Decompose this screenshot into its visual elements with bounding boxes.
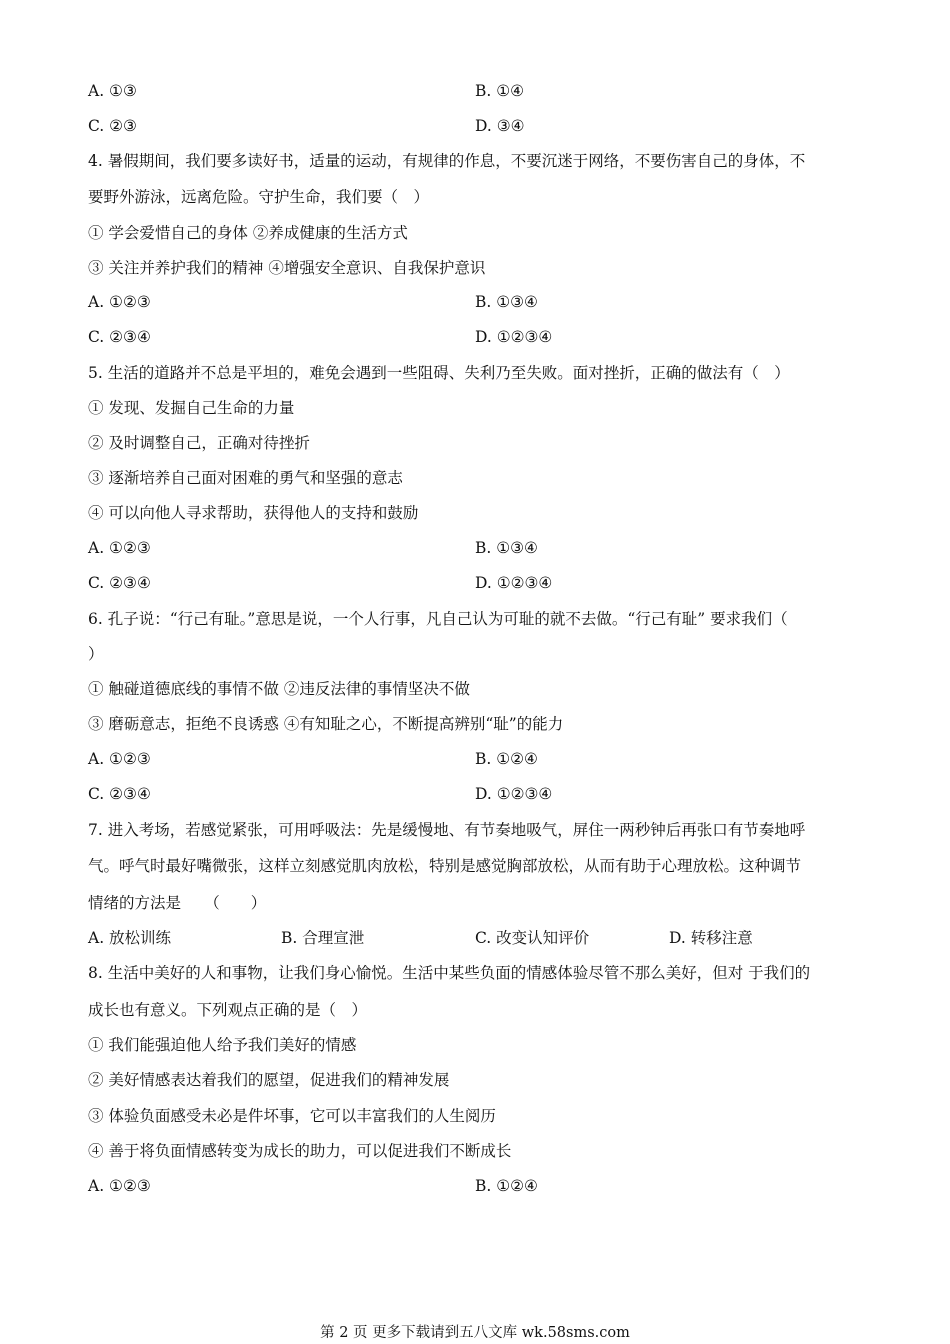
option-a: A. ①③ — [88, 82, 137, 100]
question-8-statement: ① 我们能强迫他人给予我们美好的情感 — [88, 1036, 357, 1054]
question-6-option-b: B. ①②④ — [475, 750, 538, 768]
option-d: D. ③④ — [475, 117, 525, 135]
question-8-option-a: A. ①②③ — [88, 1177, 151, 1195]
question-4-option-b: B. ①③④ — [475, 293, 538, 311]
question-7-option-d: D. 转移注意 — [669, 929, 753, 947]
question-5-statement: ① 发现、发掘自己生命的力量 — [88, 399, 295, 417]
question-7-option-c: C. 改变认知评价 — [475, 929, 590, 947]
question-5-option-b: B. ①③④ — [475, 539, 538, 557]
question-8-statement: ③ 体验负面感受未必是件坏事，它可以丰富我们的人生阅历 — [88, 1107, 496, 1125]
question-5-statement: ② 及时调整自己，正确对待挫折 — [88, 434, 310, 452]
question-4-stem-line: 要野外游泳，远离危险。守护生命，我们要（ ） — [88, 188, 430, 206]
option-c: C. ②③ — [88, 117, 137, 135]
question-4-statement: ③ 关注并养护我们的精神 ④增强安全意识、自我保护意识 — [88, 259, 486, 277]
question-7-option-a: A. 放松训练 — [88, 929, 172, 947]
question-5-option-a: A. ①②③ — [88, 539, 151, 557]
question-8-statement: ④ 善于将负面情感转变为成长的助力，可以促进我们不断成长 — [88, 1142, 512, 1160]
question-8-stem-line: 8. 生活中美好的人和事物，让我们身心愉悦。生活中某些负面的情感体验尽管不那么美好，但对 于我们的 — [88, 964, 811, 982]
question-4-option-c: C. ②③④ — [88, 328, 151, 346]
question-6-option-a: A. ①②③ — [88, 750, 151, 768]
question-6-statement: ① 触碰道德底线的事情不做 ②违反法律的事情坚决不做 — [88, 680, 470, 698]
question-6-option-c: C. ②③④ — [88, 785, 151, 803]
question-5-statement: ③ 逐渐培养自己面对困难的勇气和坚强的意志 — [88, 469, 403, 487]
question-5-statement: ④ 可以向他人寻求帮助，获得他人的支持和鼓励 — [88, 504, 419, 522]
question-4-option-d: D. ①②③④ — [475, 328, 553, 346]
question-8-option-b: B. ①②④ — [475, 1177, 538, 1195]
question-7-stem-line: 情绪的方法是 （ ） — [88, 894, 267, 912]
question-8-statement: ② 美好情感表达着我们的愿望，促进我们的精神发展 — [88, 1071, 450, 1089]
question-4-option-a: A. ①②③ — [88, 293, 151, 311]
option-b: B. ①④ — [475, 82, 525, 100]
question-6-stem-line: 6. 孔子说：“行己有耻。”意思是说，一个人行事，凡自己认为可耻的就不去做。“行己有耻” 要求我们（ — [88, 610, 788, 628]
question-7-stem-line: 7. 进入考场，若感觉紧张，可用呼吸法：先是缓慢地、有节奏地吸气，屏住一两秒钟后再张口有节奏地呼 — [88, 821, 806, 839]
question-6-stem-line: ） — [88, 645, 104, 663]
question-6-option-d: D. ①②③④ — [475, 785, 553, 803]
question-7-option-b: B. 合理宣泄 — [281, 929, 365, 947]
question-6-statement: ③ 磨砺意志，拒绝不良诱惑 ④有知耻之心，不断提高辨别“耻”的能力 — [88, 715, 564, 733]
question-8-stem-line: 成长也有意义。下列观点正确的是（ ） — [88, 1001, 368, 1019]
question-5-option-d: D. ①②③④ — [475, 574, 553, 592]
question-7-stem-line: 气。呼气时最好嘴微张，这样立刻感觉肌肉放松，特别是感觉胸部放松，从而有助于心理放松。这种调节 — [88, 857, 802, 875]
question-5-option-c: C. ②③④ — [88, 574, 151, 592]
question-5-stem-line: 5. 生活的道路并不总是平坦的，难免会遇到一些阻碍、失利乃至失败。面对挫折，正确的做法有（ ） — [88, 364, 790, 382]
question-4-statement: ① 学会爱惜自己的身体 ②养成健康的生活方式 — [88, 224, 408, 242]
question-4-stem-line: 4. 暑假期间，我们要多读好书，适量的运动，有规律的作息，不要沉迷于网络，不要伤害自己的身体，不 — [88, 152, 806, 170]
page-footer: 第 2 页 更多下载请到五八文库 wk.58sms.com — [320, 1325, 630, 1341]
